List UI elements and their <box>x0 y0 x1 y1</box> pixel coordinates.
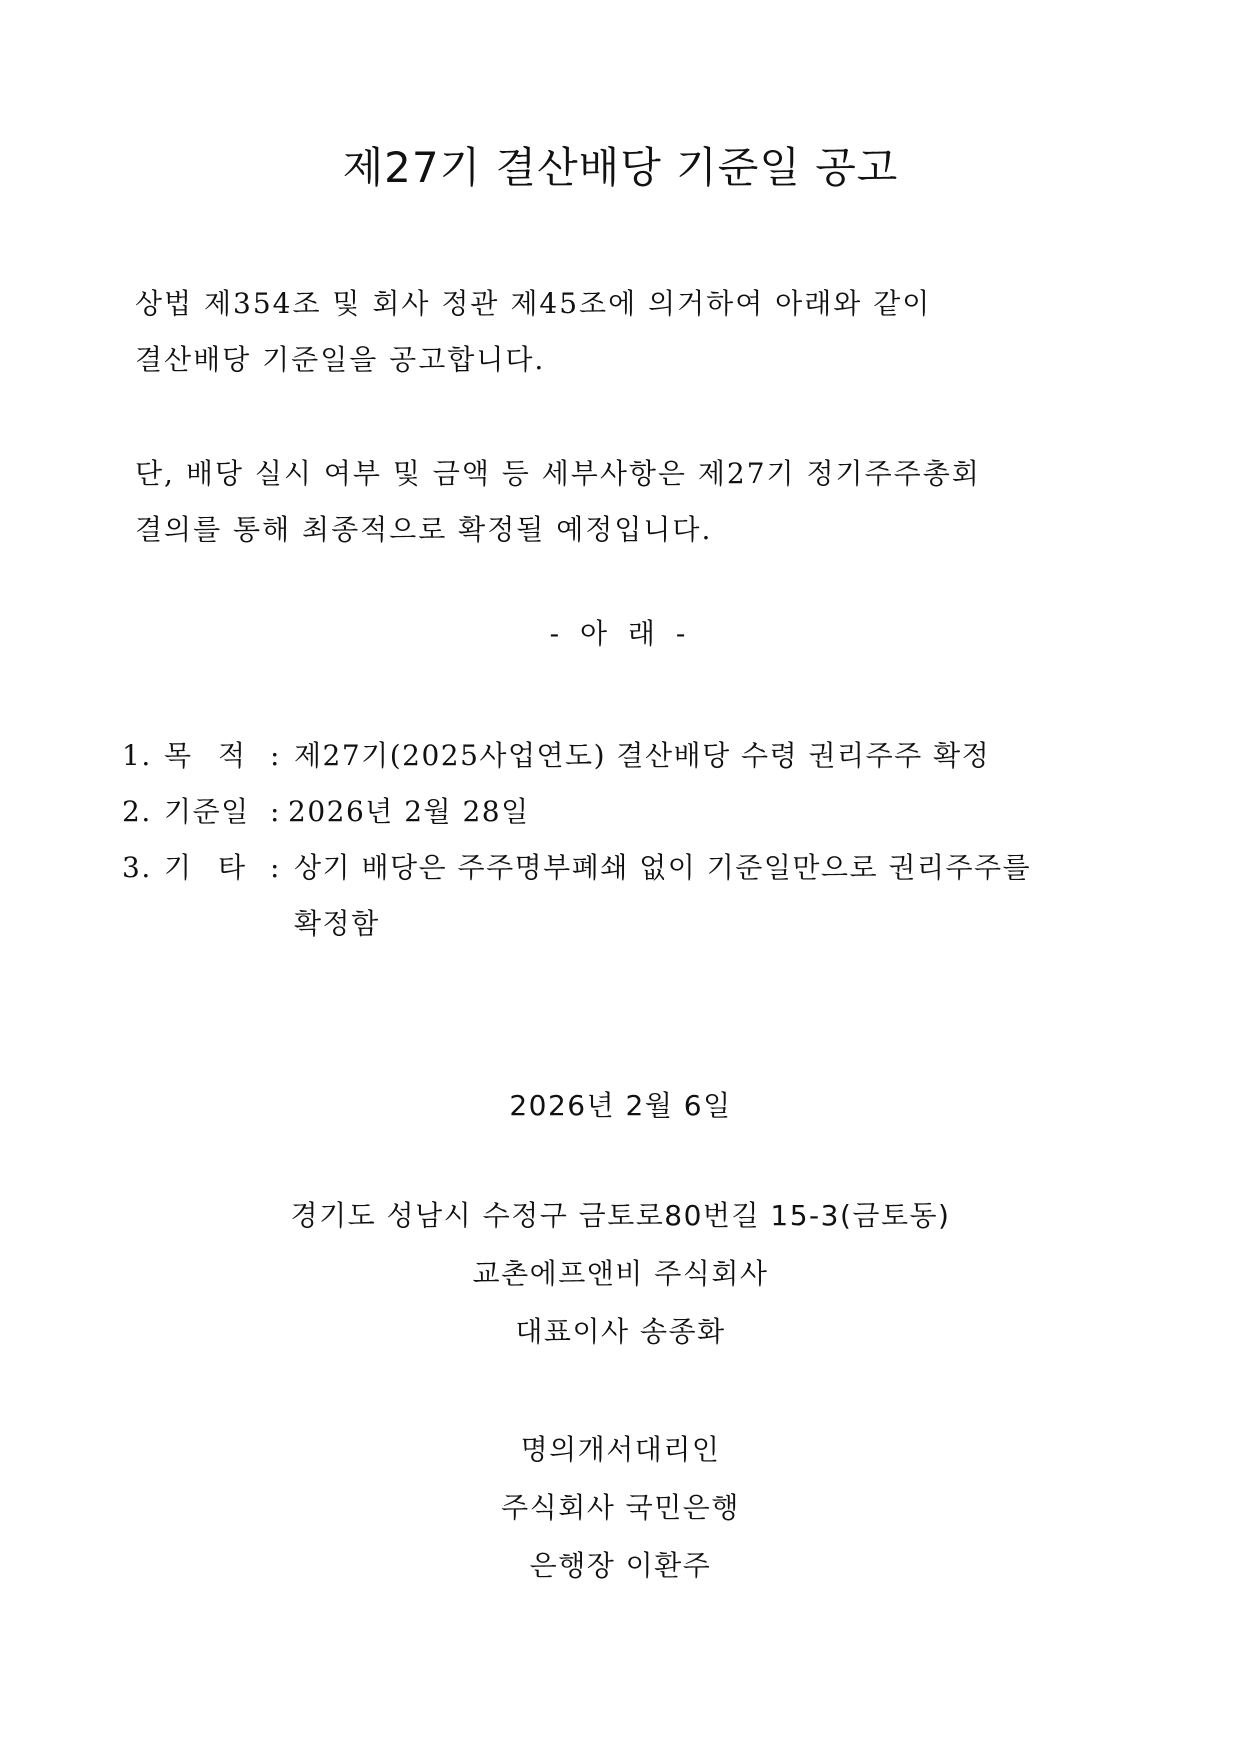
notice-line-2: 결의를 통해 최종적으로 확정될 예정입니다. <box>135 513 713 546</box>
company-ceo: 대표이사 송종화 <box>515 1315 726 1348</box>
list-item-other-continued <box>122 896 1202 952</box>
list-item-other <box>122 840 1202 896</box>
registrar-head: 은행장 이환주 <box>529 1549 712 1582</box>
item-list <box>122 728 1202 952</box>
item-value: 제27기(2025사업연도) 결산배당 수령 권리주주 확정 <box>294 739 991 772</box>
item-colon: : <box>270 851 281 884</box>
item-label: 목적 <box>164 739 273 772</box>
page-title: 제27기 결산배당 기준일 공고 <box>342 143 899 192</box>
item-number: 2. <box>122 795 152 828</box>
list-item-record-date <box>122 784 1202 840</box>
item-label: 기준일 <box>164 795 250 828</box>
intro-paragraph <box>135 276 1135 388</box>
item-colon: : <box>270 739 281 772</box>
notice-line-1: 단, 배당 실시 여부 및 금액 등 세부사항은 제27기 정기주주총회 <box>135 457 981 490</box>
company-name: 교촌에프앤비 주식회사 <box>472 1257 769 1290</box>
item-value: 상기 배당은 주주명부폐쇄 없이 기준일만으로 권리주주를 <box>294 851 1032 884</box>
notice-paragraph <box>135 446 1135 558</box>
section-heading: - 아 래 - <box>549 617 692 650</box>
company-address: 경기도 성남시 수정구 금토로80번길 15-3(금토동) <box>290 1199 951 1232</box>
intro-line-1: 상법 제354조 및 회사 정관 제45조에 의거하여 아래와 같이 <box>135 287 932 320</box>
item-number: 3. <box>122 851 152 884</box>
registrar-role: 명의개서대리인 <box>520 1433 721 1466</box>
item-label: 기타 <box>164 851 273 884</box>
item-colon: : <box>270 795 281 828</box>
registrar-name: 주식회사 국민은행 <box>501 1491 740 1524</box>
item-number: 1. <box>122 739 152 772</box>
announcement-date: 2026년 2월 6일 <box>509 1089 732 1122</box>
item-value-continued: 확정함 <box>294 907 380 940</box>
item-value: 2026년 2월 28일 <box>288 795 530 828</box>
intro-line-2: 결산배당 기준일을 공고합니다. <box>135 343 546 376</box>
list-item-purpose <box>122 728 1202 784</box>
